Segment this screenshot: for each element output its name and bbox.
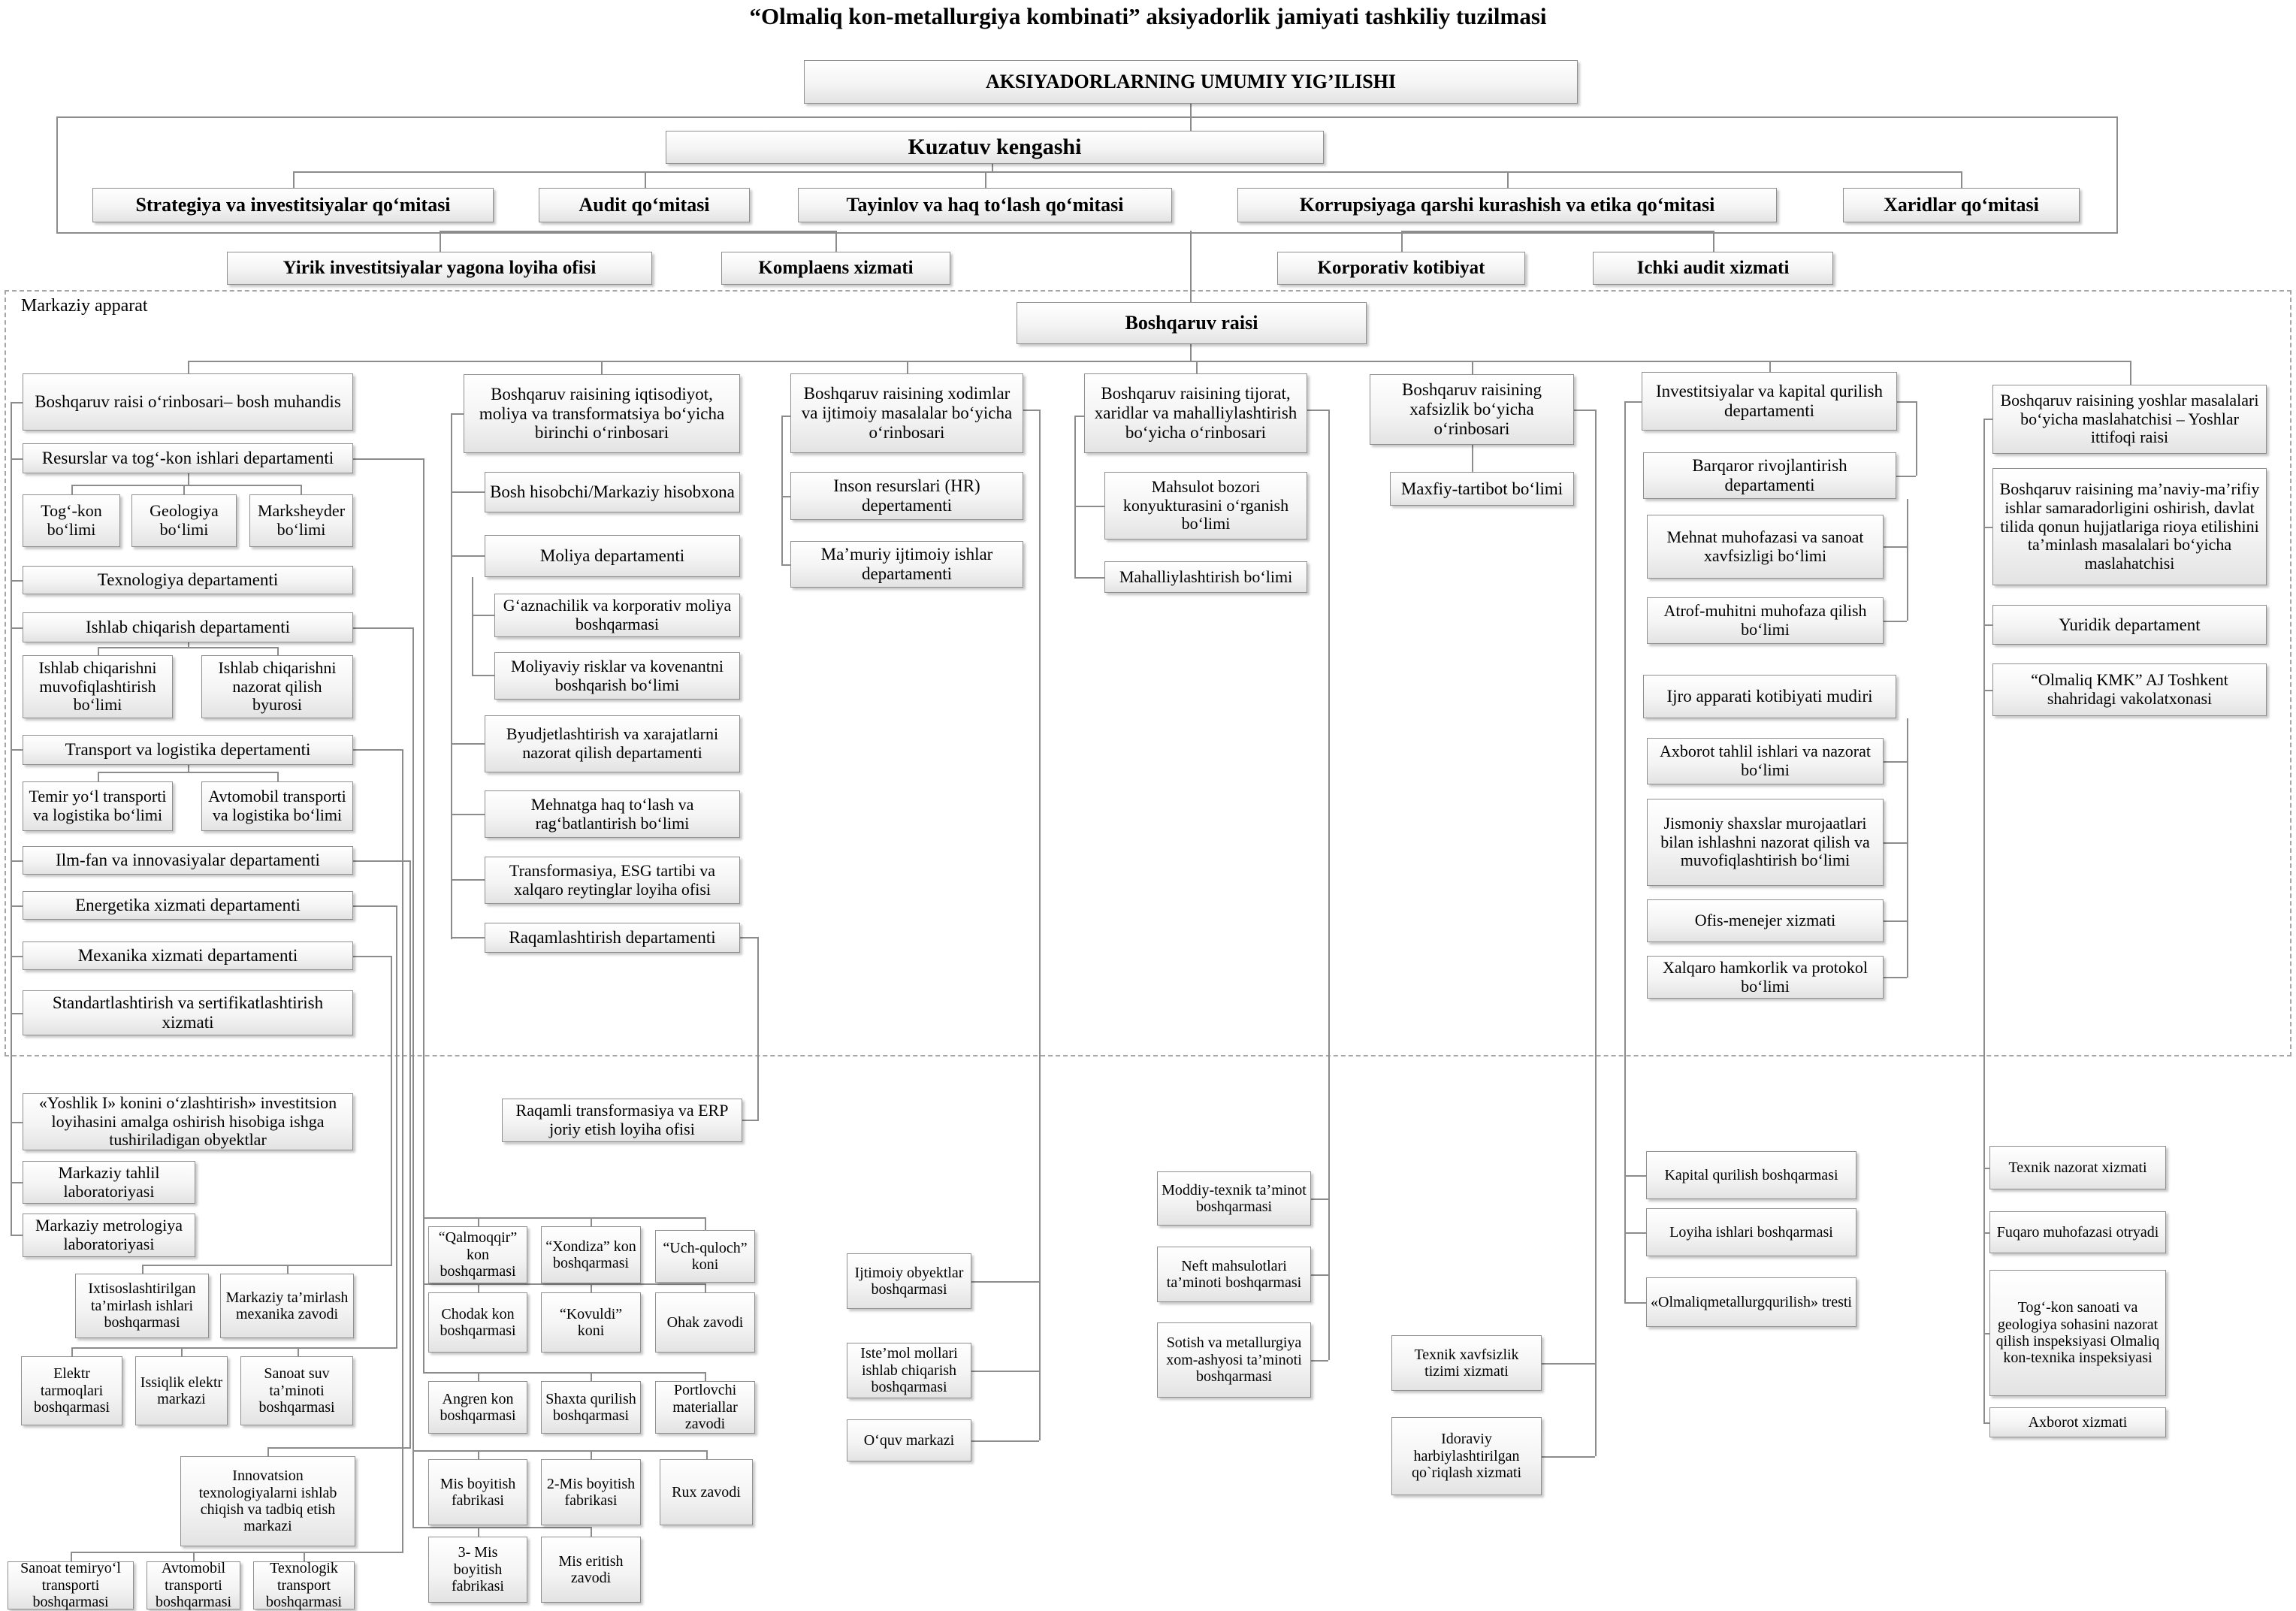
- connector: [1307, 410, 1328, 411]
- connector: [907, 361, 908, 373]
- node-consumer-goods: Iste’mol mollari ishlab chiqarish boshqarmasi: [847, 1343, 971, 1398]
- node-uchquloch-mine: “Uch-quloch” koni: [655, 1230, 755, 1283]
- connector: [293, 171, 1961, 173]
- node-electric-networks: Elektr tarmoqlari boshqarmasi: [21, 1356, 122, 1425]
- connector: [1884, 761, 1907, 763]
- connector: [835, 231, 837, 252]
- connector: [1574, 410, 1595, 411]
- node-energy-service-dept: Energetika xizmati departamenti: [23, 891, 353, 920]
- connector: [1983, 690, 1992, 691]
- connector: [757, 937, 759, 1121]
- connector: [412, 627, 414, 1528]
- connector: [971, 1371, 1039, 1372]
- connector: [971, 1281, 1039, 1283]
- node-information-service: Axborot xizmati: [1989, 1407, 2166, 1437]
- node-central-repair-plant: Markaziy ta’mirlash mexanika zavodi: [220, 1274, 354, 1338]
- connector: [1624, 1232, 1646, 1234]
- node-metallurgy-construction-trust: «Olmaliqmetallurgqurilish» tresti: [1646, 1277, 1856, 1327]
- connector: [353, 749, 402, 751]
- connector: [451, 814, 485, 815]
- connector: [1401, 231, 1403, 252]
- page-title: “Olmaliq kon-metallurgiya kombinati” aksiyadorlik jamiyati tashkiliy tuzilmasi: [749, 3, 1547, 29]
- connector: [1884, 842, 1907, 844]
- node-environment-protection: Atrof-muhitni muhofaza qilish bo‘limi: [1647, 597, 1884, 644]
- node-production-coordination: Ishlab chiqarishni muvofiqlashtirish bo‘limi: [23, 655, 173, 718]
- connector: [11, 1235, 23, 1236]
- connector: [472, 577, 473, 675]
- connector: [11, 627, 23, 629]
- connector: [1507, 171, 1509, 188]
- connector: [353, 860, 409, 862]
- connector: [645, 171, 646, 188]
- connector: [451, 879, 485, 881]
- node-shaft-construction: Shaxta qurilish boshqarmasi: [541, 1381, 641, 1434]
- connector: [181, 1347, 183, 1356]
- connector: [98, 772, 278, 773]
- node-industrial-water: Sanoat suv ta’minoti boshqarmasi: [240, 1356, 353, 1425]
- node-deputy-hr-social: Boshqaruv raisining xodimlar va ijtimoiy masalalar bo‘yicha o‘rinbosari: [790, 373, 1023, 453]
- connector: [2130, 361, 2131, 385]
- connector: [440, 231, 835, 232]
- connector: [423, 458, 424, 1374]
- node-surveyor-division: Marksheyder bo‘limi: [249, 494, 353, 547]
- connector: [277, 772, 279, 781]
- connector: [293, 171, 295, 188]
- connector: [11, 1182, 23, 1183]
- connector: [301, 485, 302, 494]
- node-oil-products-supply: Neft mahsulotlari ta’minoti boshqarmasi: [1157, 1247, 1311, 1302]
- connector: [478, 1372, 479, 1381]
- connector: [353, 905, 396, 907]
- node-explosives-plant: Portlovchi materiallar zavodi: [655, 1381, 755, 1434]
- node-anticorruption-committee: Korrupsiyaga qarshi kurashish va etika qo‘mitasi: [1237, 188, 1777, 222]
- node-corporate-secretary: Korporativ kotibiyat: [1277, 252, 1525, 285]
- node-central-analysis-lab: Markaziy tahlil laboratoriyasi: [23, 1161, 195, 1204]
- connector: [188, 361, 189, 373]
- connector: [188, 361, 2130, 362]
- node-copper-concentrator-2: 2-Mis boyitish fabrikasi: [541, 1459, 641, 1525]
- connector: [1624, 1175, 1646, 1177]
- connector: [1074, 577, 1104, 579]
- node-civil-defense-detachment: Fuqaro muhofazasi otryadi: [1989, 1211, 2166, 1253]
- connector: [705, 1283, 706, 1292]
- connector: [451, 555, 485, 557]
- connector: [1884, 621, 1907, 622]
- node-management-chairman: Boshqaruv raisi: [1017, 302, 1367, 344]
- connector: [1190, 231, 1192, 302]
- connector: [1311, 1360, 1328, 1362]
- connector: [11, 1013, 23, 1014]
- node-innovation-center: Innovatsion texnologiyalarni ishlab chiqish va tadbiq etish markazi: [180, 1456, 355, 1546]
- connector: [781, 496, 790, 497]
- connector: [1401, 231, 1713, 232]
- connector: [1983, 1333, 1989, 1334]
- connector: [1983, 527, 1992, 528]
- node-transport-logistics-dept: Transport va logistika depertamenti: [23, 735, 353, 765]
- node-audit-committee: Audit qo‘mitasi: [539, 188, 750, 222]
- connector: [1884, 977, 1907, 978]
- connector: [1713, 231, 1714, 252]
- connector: [1074, 506, 1104, 507]
- node-paramilitary-guard: Idoraviy harbiylashtirilgan qo`riqlash xizmati: [1391, 1417, 1542, 1495]
- node-executive-secretariat: Ijro apparati kotibiyati mudiri: [1643, 675, 1896, 718]
- connector: [1311, 1198, 1328, 1200]
- connector: [472, 675, 494, 676]
- connector: [1190, 103, 1192, 116]
- node-strategy-committee: Strategiya va investitsiyalar qo‘mitasi: [92, 188, 494, 222]
- node-first-deputy-economy: Boshqaruv raisining iqtisodiyot, moliya va transformatsiya bo‘yicha birinchi o‘rinbosari: [464, 374, 740, 453]
- node-copper-concentrator: Mis boyitish fabrikasi: [428, 1459, 527, 1525]
- connector: [267, 1447, 409, 1449]
- node-capital-construction: Kapital qurilish boshqarmasi: [1646, 1151, 1856, 1199]
- connector: [740, 937, 758, 938]
- node-zinc-plant: Rux zavodi: [660, 1459, 753, 1525]
- connector: [11, 458, 23, 460]
- connector: [591, 1372, 592, 1381]
- node-geology-division: Geologiya bo‘limi: [131, 494, 237, 547]
- connector: [183, 485, 185, 494]
- connector: [1983, 624, 1992, 626]
- node-supervisory-board: Kuzatuv kengashi: [666, 131, 1324, 164]
- connector: [1916, 401, 1917, 476]
- node-deputy-security: Boshqaruv raisining xafsizlik bo‘yicha o‘rinbosari: [1370, 374, 1574, 445]
- connector: [1311, 1274, 1328, 1276]
- connector: [478, 1450, 479, 1459]
- connector: [1769, 361, 1771, 372]
- node-citizen-appeals: Jismoniy shaxslar murojaatlari bilan ishlashni nazorat qilish va muvofiqlashtirish bo‘limi: [1647, 799, 1884, 886]
- connector: [440, 231, 441, 252]
- connector: [1074, 416, 1084, 417]
- node-thermal-power-center: Issiqlik elektr markazi: [135, 1356, 228, 1425]
- node-specialized-repair: Ixtisoslashtirilgan ta’mirlash ishlari boshqarmasi: [75, 1274, 209, 1338]
- connector: [1983, 419, 1985, 1422]
- connector: [98, 647, 278, 648]
- connector: [71, 485, 73, 494]
- node-secret-order-division: Maxfiy-tartibot bo‘limi: [1390, 472, 1574, 506]
- connector: [98, 647, 99, 655]
- connector: [1624, 401, 1642, 403]
- connector: [267, 1447, 269, 1456]
- connector: [298, 1347, 299, 1356]
- connector: [396, 905, 397, 1349]
- node-yoshlik-project: «Yoshlik I» konini o‘zlashtirish» investitsion loyihasini amalga oshirish hisobiga ishga tushiriladigan obyektlar: [23, 1093, 353, 1150]
- connector: [423, 1372, 705, 1374]
- connector: [1039, 410, 1041, 1440]
- connector: [142, 1265, 391, 1266]
- node-youth-advisor: Boshqaruv raisining yoshlar masalalari bo‘yicha maslahatchisi – Yoshlar ittifoqi raisi: [1992, 385, 2267, 454]
- connector: [985, 171, 986, 188]
- connector: [423, 1217, 705, 1219]
- node-design-works: Loyiha ishlari boshqarmasi: [1646, 1208, 1856, 1256]
- central-apparatus-label: Markaziy apparat: [21, 296, 148, 316]
- node-major-investments-office: Yirik investitsiyalar yagona loyiha ofisi: [227, 252, 652, 285]
- node-technological-transport: Texnologik transport boshqarmasi: [253, 1561, 355, 1609]
- connector: [71, 1552, 402, 1553]
- node-sustainable-development: Barqaror rivojlantirish departamenti: [1643, 452, 1896, 499]
- node-chief-accountant: Bosh hisobchi/Markaziy hisobxona: [485, 472, 740, 512]
- connector: [1983, 1232, 1989, 1234]
- node-auto-transport: Avtomobil transporti boshqarmasi: [147, 1561, 240, 1609]
- connector: [98, 772, 99, 781]
- connector: [11, 905, 23, 907]
- node-science-innovation-dept: Ilm-fan va innovasiyalar departamenti: [23, 846, 353, 875]
- node-central-metrology-lab: Markaziy metrologiya laboratoriyasi: [23, 1214, 195, 1257]
- connector: [1983, 1168, 1989, 1169]
- node-mining-inspection: Tog‘-kon sanoati va geologiya sohasini nazorat qilish inspeksiyasi Olmaliq kon-texnika inspeksiyasi: [1989, 1270, 2166, 1396]
- node-mechanics-service-dept: Mexanika xizmati departamenti: [23, 942, 353, 970]
- connector: [1907, 499, 1908, 621]
- node-copper-smelter: Mis eritish zavodi: [541, 1537, 641, 1603]
- connector: [1897, 401, 1916, 403]
- node-sales-raw-materials: Sotish va metallurgiya xom-ashyosi ta’minoti boshqarmasi: [1157, 1322, 1311, 1398]
- connector: [1542, 1456, 1595, 1458]
- connector: [71, 485, 302, 486]
- connector: [705, 1217, 706, 1230]
- connector: [1884, 920, 1907, 922]
- node-technology-dept: Texnologiya departamenti: [23, 566, 353, 594]
- node-compliance-service: Komplaens xizmati: [721, 252, 950, 285]
- node-erp-office: Raqamli transformasiya va ERP joriy etish loyiha ofisi: [502, 1099, 742, 1142]
- connector: [11, 860, 23, 862]
- connector: [1190, 116, 1192, 131]
- node-lime-plant: Ohak zavodi: [655, 1292, 755, 1353]
- node-procurement-committee: Xaridlar qo‘mitasi: [1843, 188, 2080, 222]
- connector: [451, 491, 485, 493]
- node-localization-division: Mahalliylashtirish bo‘limi: [1104, 561, 1307, 593]
- connector: [412, 1450, 706, 1452]
- node-industrial-rail-transport: Sanoat temiryo‘l transporti boshqarmasi: [8, 1561, 134, 1609]
- connector: [591, 1217, 592, 1226]
- node-chodak-mine: Chodak kon boshqarmasi: [428, 1292, 527, 1353]
- node-administrative-social-dept: Ma’muriy ijtimoiy ishlar departamenti: [790, 541, 1023, 588]
- connector: [705, 1372, 706, 1381]
- node-market-research: Mahsulot bozori konyukturasini o‘rganish bo‘limi: [1104, 472, 1307, 540]
- connector: [391, 956, 392, 1266]
- connector: [11, 956, 23, 957]
- node-kovuldi-mine: “Kovuldi” koni: [541, 1292, 641, 1353]
- connector: [11, 402, 23, 404]
- node-finance-dept: Moliya departamenti: [485, 535, 740, 577]
- connector: [353, 627, 412, 629]
- connector: [71, 1347, 73, 1356]
- connector: [1983, 1422, 1989, 1424]
- connector: [1595, 410, 1597, 1456]
- connector: [1624, 401, 1626, 1302]
- node-material-supply: Moddiy-texnik ta’minot boshqarmasi: [1157, 1171, 1311, 1226]
- node-tashkent-representative: “Olmaliq KMK” AJ Toshkent shahridagi vakolatxonasi: [1992, 663, 2267, 716]
- connector: [1472, 445, 1473, 472]
- node-internal-audit: Ichki audit xizmati: [1593, 252, 1833, 285]
- connector: [601, 361, 603, 374]
- connector: [591, 1450, 592, 1459]
- node-standardization-service: Standartlashtirish va sertifikatlashtirish xizmati: [23, 990, 353, 1035]
- connector: [472, 615, 494, 616]
- node-treasury: G‘aznachilik va korporativ moliya boshqarmasi: [494, 594, 740, 637]
- node-technical-safety-systems: Texnik xavfsizlik tizimi xizmati: [1391, 1335, 1542, 1391]
- node-deputy-commerce: Boshqaruv raisining tijorat, xaridlar va mahalliylashtirish bo‘yicha o‘rinbosari: [1084, 373, 1307, 453]
- node-training-center: O‘quv markazi: [847, 1419, 971, 1461]
- connector: [409, 860, 411, 1449]
- node-production-dept: Ishlab chiqarish departamenti: [23, 612, 353, 642]
- node-qalmoqqir-mine: “Qalmoqqir” kon boshqarmasi: [428, 1226, 527, 1283]
- connector: [591, 1283, 592, 1292]
- node-technical-control-service: Texnik nazorat xizmati: [1989, 1146, 2166, 1189]
- node-financial-risks: Moliyaviy risklar va kovenantni boshqarish bo‘limi: [494, 652, 740, 700]
- node-hr-dept: Inson resurslari (HR) depertamenti: [790, 472, 1023, 520]
- node-budgeting-dept: Byudjetlashtirish va xarajatlarni nazorat qilish departamenti: [485, 715, 740, 772]
- connector: [1542, 1363, 1595, 1365]
- connector: [1884, 546, 1907, 548]
- node-transformation-esg: Transformasiya, ESG tartibi va xalqaro reytinglar loyiha ofisi: [485, 857, 740, 904]
- node-international-protocol: Xalqaro hamkorlik va protokol bo‘limi: [1647, 956, 1884, 999]
- node-production-control: Ishlab chiqarishni nazorat qilish byurosi: [201, 655, 353, 718]
- node-spiritual-advisor: Boshqaruv raisining ma’naviy-ma’rifiy ishlar samaradorligini oshirish, davlat tilida qonun hujjatlariga rioya etilishini ta’minlash masalalari bo‘yicha maslahatchisi: [1992, 468, 2267, 585]
- connector: [591, 1527, 592, 1537]
- connector: [11, 580, 23, 582]
- node-resources-mining-dept: Resurslar va tog‘-kon ishlari departamenti: [23, 443, 353, 473]
- node-mining-division: Tog‘-kon bo‘limi: [23, 494, 120, 547]
- connector: [353, 956, 391, 957]
- connector: [1907, 718, 1908, 978]
- node-auto-logistics: Avtomobil transporti va logistika bo‘limi: [201, 781, 353, 831]
- connector: [423, 1283, 705, 1285]
- connector: [1472, 361, 1473, 374]
- connector: [1896, 476, 1916, 477]
- connector: [781, 416, 783, 566]
- connector: [451, 743, 485, 745]
- connector: [478, 1217, 479, 1226]
- node-investments-capital-dept: Investitsiyalar va kapital qurilish departamenti: [1642, 372, 1897, 431]
- connector: [1196, 361, 1198, 373]
- connector: [1023, 410, 1039, 411]
- connector: [11, 402, 12, 1013]
- connector: [1624, 1302, 1646, 1304]
- node-digitalization-dept: Raqamlashtirish departamenti: [485, 923, 740, 953]
- connector: [781, 416, 790, 417]
- connector: [71, 1347, 396, 1349]
- connector: [451, 937, 485, 938]
- node-rail-logistics: Temir yo‘l transporti va logistika bo‘limi: [23, 781, 173, 831]
- connector: [1190, 344, 1192, 361]
- connector: [142, 1265, 144, 1274]
- node-legal-dept: Yuridik departament: [1992, 605, 2267, 645]
- node-shareholders-meeting: AKSIYADORLARNING UMUMIY YIG’ILISHI: [804, 60, 1578, 104]
- node-angren-mine: Angren kon boshqarmasi: [428, 1381, 527, 1434]
- connector: [188, 473, 189, 485]
- connector: [971, 1440, 1039, 1442]
- node-social-objects: Ijtimoiy obyektlar boshqarmasi: [847, 1253, 971, 1309]
- connector: [706, 1450, 708, 1459]
- node-office-manager-service: Ofis-menejer xizmati: [1647, 899, 1884, 942]
- connector: [451, 413, 464, 415]
- connector: [412, 1527, 591, 1528]
- connector: [353, 458, 423, 460]
- connector: [11, 1122, 23, 1123]
- node-xondiza-mine: “Xondiza” kon boshqarmasi: [541, 1226, 641, 1283]
- connector: [478, 1283, 479, 1292]
- node-chief-engineer: Boshqaruv raisi o‘rinbosari– bosh muhandis: [23, 373, 353, 431]
- node-information-analysis: Axborot tahlil ishlari va nazorat bo‘limi: [1647, 738, 1884, 784]
- connector: [1074, 416, 1076, 577]
- connector: [478, 1527, 479, 1537]
- node-copper-concentrator-3: 3- Mis boyitish fabrikasi: [428, 1537, 527, 1603]
- connector: [11, 749, 23, 751]
- connector: [277, 647, 279, 655]
- connector: [1328, 410, 1330, 1360]
- connector: [11, 1013, 12, 1235]
- connector: [742, 1120, 757, 1121]
- connector: [781, 564, 790, 566]
- node-labor-payment: Mehnatga haq to‘lash va rag‘batlantirish bo‘limi: [485, 790, 740, 838]
- connector: [1961, 171, 1962, 188]
- node-labor-protection: Mehnat muhofazasi va sanoat xavfsizligi bo‘limi: [1647, 515, 1884, 579]
- connector: [402, 749, 403, 1553]
- connector: [287, 1265, 289, 1274]
- node-appointment-committee: Tayinlov va haq to‘lash qo‘mitasi: [798, 188, 1172, 222]
